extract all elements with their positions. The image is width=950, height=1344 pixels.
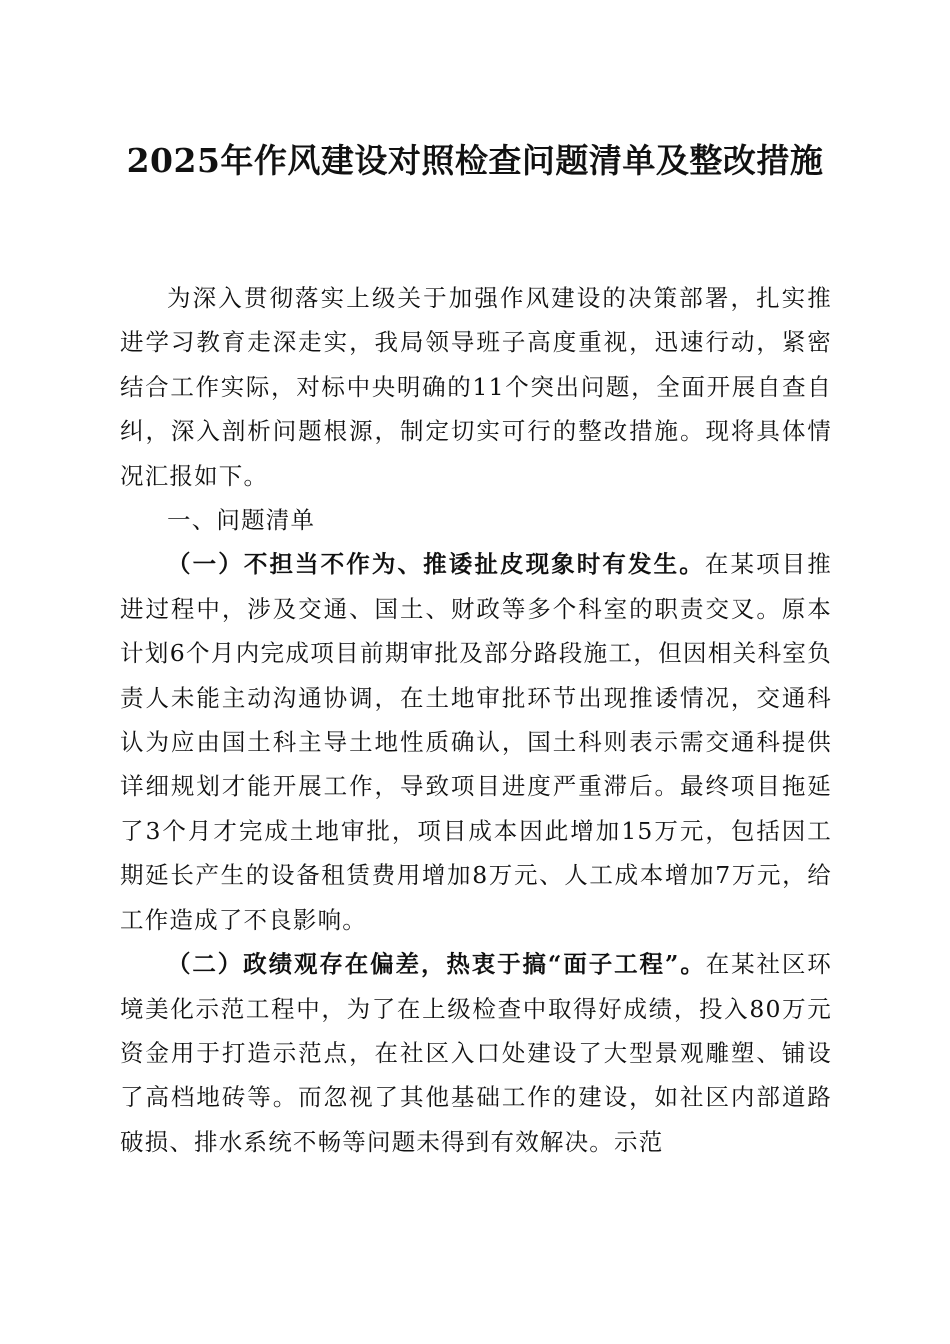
problem-item-2-text: 在某社区环境美化示范工程中，为了在上级检查中取得好成绩，投入80万元资金用于打造示范点，在社区入口处建设了大型景观雕塑、铺设了高档地砖等。而忽视了其他基础工作的建设，如社区内部道路破损、排水系统不畅等问题未得到有效解决。示范 — [120, 950, 832, 1156]
problem-item-2 — [120, 942, 832, 1164]
document-body — [120, 276, 832, 1164]
problem-item-2-lead: （二）政绩观存在偏差，热衷于搞“面子工程”。 — [167, 950, 706, 979]
problem-item-1-lead: （一）不担当不作为、推诿扯皮现象时有发生。 — [167, 550, 705, 579]
problem-item-1 — [120, 542, 832, 942]
problem-item-1-text: 在某项目推进过程中，涉及交通、国土、财政等多个科室的职责交叉。原本计划6个月内完成项目前期审批及部分路段施工，但因相关科室负责人未能主动沟通协调，在土地审批环节出现推诿情况，交通科认为应由国土科主导土地性质确认，国土科则表示需交通科提供详细规划才能开展工作，导致项目进度严重滞后。最终项目拖延了3个月才完成土地审批，项目成本因此增加15万元，包括因工期延长产生的设备租赁费用增加8万元、人工成本增加7万元，给工作造成了不良影响。 — [120, 550, 833, 934]
section-heading-problem-list: 一、问题清单 — [167, 506, 316, 535]
intro-paragraph: 为深入贯彻落实上级关于加强作风建设的决策部署，扎实推进学习教育走深走实，我局领导班子高度重视，迅速行动，紧密结合工作实际，对标中央明确的11个突出问题，全面开展自查自纠，深入剖析问题根源，制定切实可行的整改措施。现将具体情况汇报如下。 — [120, 284, 832, 490]
document-title: 2025年作风建设对照检查问题清单及整改措施 — [126, 141, 824, 180]
